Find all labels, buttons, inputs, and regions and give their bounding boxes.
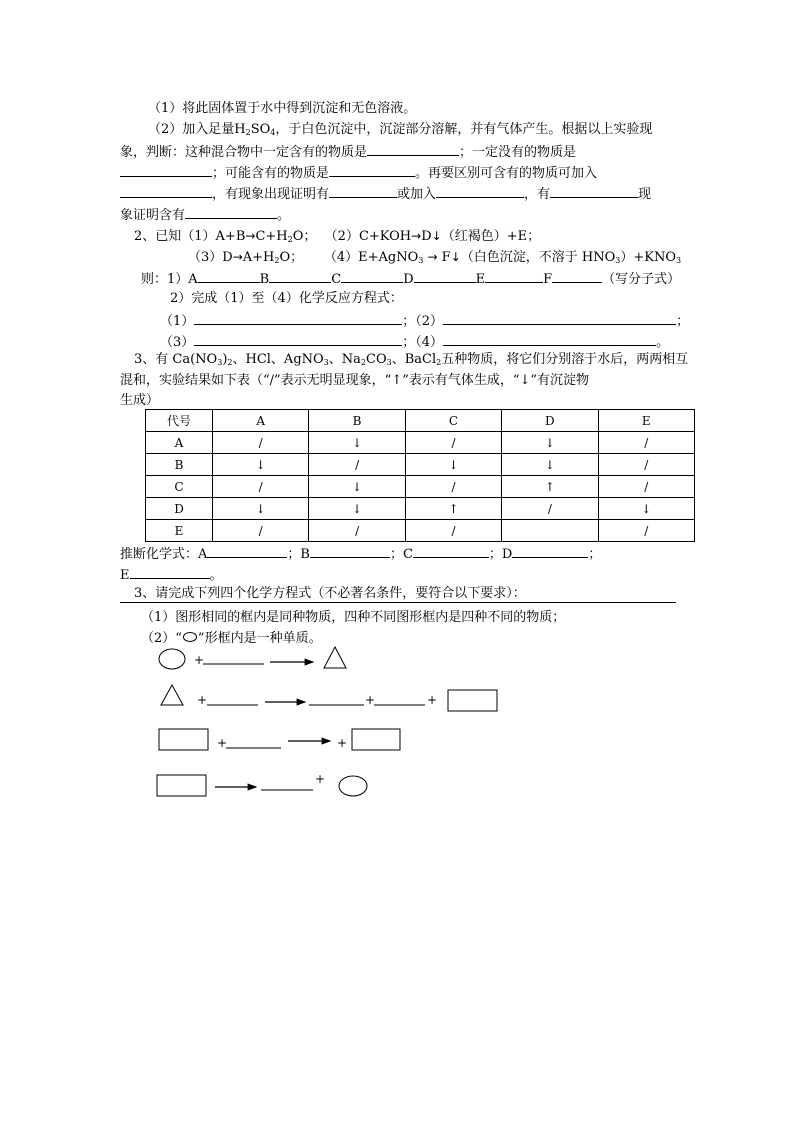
table-cell: ↓ [309, 498, 405, 520]
q1-line4 [120, 164, 597, 182]
text: ； [676, 314, 690, 329]
text: ，有 [524, 187, 551, 202]
q3-infer-e [120, 566, 223, 584]
blank-c[interactable] [341, 270, 403, 283]
q2-line2: $(3)D\to A+H_2O$； （4）E+AgNO$_3$ → F↓（白色沉淀，不溶于 $HNO_3)+KNO_3$ [188, 250, 682, 265]
text: （2）“ [141, 631, 182, 646]
blank-definite[interactable] [367, 143, 459, 156]
plus-sign: + [217, 736, 228, 750]
text: 五种物质，将它们分别溶于水后，两两相互 [441, 352, 689, 367]
plus-sign: + [315, 772, 326, 786]
text: ； [588, 547, 602, 562]
blank-add2[interactable] [436, 185, 524, 198]
table-cell: / [309, 520, 405, 542]
q3-infer [120, 545, 601, 563]
q2-line1: 2、已知$(1)A+B\to C+H_2O$； （2）C+KOH→D↓（红褐色）+E； [134, 229, 541, 244]
table-row [146, 454, 695, 476]
table-cell: ↓ [213, 498, 309, 520]
result-table [145, 409, 695, 542]
table-header-cell: D [502, 410, 598, 432]
text: B [259, 272, 270, 287]
text: ；一定没有的物质是 [459, 145, 577, 160]
table-cell: ↓ [405, 454, 501, 476]
oval-box[interactable] [339, 776, 367, 796]
blank-absent[interactable] [120, 164, 212, 177]
text: ）+KNO [620, 250, 676, 265]
table-header-cell: B [309, 410, 405, 432]
table-cell: / [502, 498, 598, 520]
text: 。再要区别可含有的物质可加入 [415, 166, 598, 181]
text: ，有现象出现证明有 [212, 187, 330, 202]
text: 、Na [328, 352, 361, 367]
text: ”形框内是一种单质。 [197, 631, 322, 646]
text: C [331, 272, 342, 287]
table-header-cell: E [598, 410, 694, 432]
text: （写分子式） [602, 272, 681, 287]
plus-sign: + [197, 693, 208, 707]
table-cell: ↓ [309, 476, 405, 498]
q2-sub2: 2）完成（1）至（4）化学反应方程式： [170, 291, 403, 306]
blank-infer-d[interactable] [512, 545, 588, 558]
text: 。 [656, 335, 670, 350]
blank-infer-e[interactable] [130, 566, 210, 579]
table-cell: / [405, 476, 501, 498]
text: 现 [638, 187, 652, 202]
text: SO [250, 122, 271, 137]
text: E [120, 568, 130, 583]
blank-a[interactable] [198, 270, 260, 283]
q1-step2: （2）加入足量$H_2SO_4$，于白色沉淀中，沉淀部分溶解，并有气体产生。根据以上实验现 [148, 122, 653, 137]
rect-box[interactable] [448, 690, 497, 711]
table-cell: / [405, 432, 501, 454]
table-cell: ↓ [598, 498, 694, 520]
q1-line3 [120, 143, 576, 161]
table-cell: ↓ [502, 454, 598, 476]
q2-line5 [160, 312, 689, 330]
text: 、HCl、AgNO [232, 352, 324, 367]
table-cell: E [146, 520, 213, 542]
text: 3、有 Ca(NO [134, 352, 218, 367]
table-header-cell: A [213, 410, 309, 432]
blank-possible[interactable] [329, 164, 415, 177]
table-cell: ↓ [309, 432, 405, 454]
table-cell: / [598, 454, 694, 476]
rect-box[interactable] [157, 775, 206, 796]
q1-line5 [120, 185, 651, 203]
text: 。 [277, 208, 291, 223]
text: F [543, 272, 553, 287]
table-cell: C [146, 476, 213, 498]
text: 象证明含有 [120, 208, 186, 223]
q3-line1: 3、有 $Ca(NO_3)_2$、HCl、AgNO$_3$、$Na_2CO_3$、BaCl$_2$五种物质，将它们分别溶于水后，两两相互 [134, 352, 689, 367]
text: （3） [160, 335, 195, 350]
text: （3）D [188, 250, 233, 265]
table-row [146, 498, 695, 520]
text: 象，判断：这种混合物中一定含有的物质是 [120, 145, 368, 160]
text: （2）加入足量H [148, 122, 246, 137]
text: E [475, 272, 486, 287]
table-header-cell: C [405, 410, 501, 432]
text: 或加入 [397, 187, 437, 202]
blank-infer-c[interactable] [413, 545, 489, 558]
triangle-box[interactable] [161, 685, 183, 705]
table-row [146, 520, 695, 542]
text: O； [279, 250, 304, 265]
text: ；D [488, 547, 513, 562]
table-cell: A [146, 432, 213, 454]
text: （红褐色）+E； [441, 229, 541, 244]
down-arrow-icon: ↓ [431, 229, 442, 243]
table-header-row [146, 410, 695, 432]
text: C+H [255, 229, 288, 244]
table-cell: D [146, 498, 213, 520]
triangle-box[interactable] [324, 647, 346, 668]
text: F [437, 250, 451, 265]
q4-rule1: （1）图形相同的框内是同种物质，四种不同图形框内是四种不同的物质； [141, 610, 566, 625]
arrow-icon: → [427, 250, 438, 264]
text: 2、已知（1）A+B [134, 229, 246, 244]
blank-contains[interactable] [185, 206, 277, 219]
text: 。 [209, 568, 223, 583]
blank-eq3[interactable] [194, 333, 402, 346]
text: （1） [160, 314, 195, 329]
table-cell: ↑ [502, 476, 598, 498]
blank-d[interactable] [414, 270, 476, 283]
q4-title: 3、请完成下列四个化学方程式（不必著名条件，要符合以下要求）： [134, 586, 526, 601]
plus-sign: + [427, 693, 438, 707]
text: 、BaCl [391, 352, 437, 367]
blank-f[interactable] [552, 270, 602, 283]
blank-add1[interactable] [120, 185, 212, 198]
table-cell: / [213, 476, 309, 498]
rect-box[interactable] [159, 729, 208, 750]
q3-line2: 混和，实验结果如下表（“/”表示无明显现象，“↑”表示有气体生成，“↓”有沉淀物 [120, 373, 590, 388]
divider [120, 602, 676, 603]
text: （白色沉淀，不溶于 HNO [460, 250, 616, 265]
oval-box[interactable] [159, 649, 185, 669]
arrow-icon: → [245, 229, 256, 243]
down-arrow-icon: ↓ [450, 250, 461, 264]
table-cell: ↑ [405, 498, 501, 520]
table-cell: B [146, 454, 213, 476]
q3-line3: 生成） [120, 393, 160, 408]
text: ；（2） [402, 314, 444, 329]
table-cell: / [598, 432, 694, 454]
blank-eq2[interactable] [443, 312, 676, 325]
text: O； [292, 229, 317, 244]
blank-has2[interactable] [550, 185, 638, 198]
table-cell: / [598, 520, 694, 542]
text: ；C [389, 547, 413, 562]
text: ；可能含有的物质是 [212, 166, 330, 181]
text: ；（4） [402, 335, 444, 350]
q2-line6 [160, 333, 669, 351]
table-cell: ↓ [213, 454, 309, 476]
table-row [146, 476, 695, 498]
table-cell [502, 520, 598, 542]
q1-step1: （1）将此固体置于水中得到沉淀和无色溶液。 [148, 101, 417, 116]
q2-line3 [141, 270, 680, 288]
blank-e[interactable] [485, 270, 543, 283]
table-row [146, 432, 695, 454]
table-cell: / [309, 454, 405, 476]
blank-has1[interactable] [329, 185, 397, 198]
text: ；B [287, 547, 310, 562]
text: 推断化学式：A [120, 547, 208, 562]
text: ，于白色沉淀中，沉淀部分溶解，并有气体产生。根据以上实验现 [275, 122, 653, 137]
table-cell: / [213, 432, 309, 454]
table-cell: / [213, 520, 309, 542]
plus-sign: + [365, 693, 376, 707]
blank-infer-a[interactable] [207, 545, 287, 558]
arrow-icon: → [411, 229, 422, 243]
plus-sign: + [337, 736, 348, 750]
rect-box[interactable] [352, 729, 400, 750]
arrow-icon: → [232, 250, 243, 264]
table-cell: / [405, 520, 501, 542]
table-cell: / [598, 476, 694, 498]
table-cell: ↓ [502, 432, 598, 454]
text: ) [222, 352, 228, 367]
text: （2）C+KOH [324, 229, 412, 244]
plus-sign: + [194, 653, 205, 667]
text: （4）E+AgNO [323, 250, 419, 265]
text: 则：1）A [141, 272, 198, 287]
text: D [421, 229, 432, 244]
blank-eq4[interactable] [443, 333, 656, 346]
blank-b[interactable] [269, 270, 331, 283]
blank-infer-b[interactable] [310, 545, 390, 558]
text: D [403, 272, 414, 287]
text: A+H [242, 250, 275, 265]
q1-line6 [120, 206, 290, 224]
blank-eq1[interactable] [194, 312, 402, 325]
text: CO [366, 352, 387, 367]
equation-diagram [0, 640, 794, 810]
table-header-cell: 代号 [146, 410, 213, 432]
